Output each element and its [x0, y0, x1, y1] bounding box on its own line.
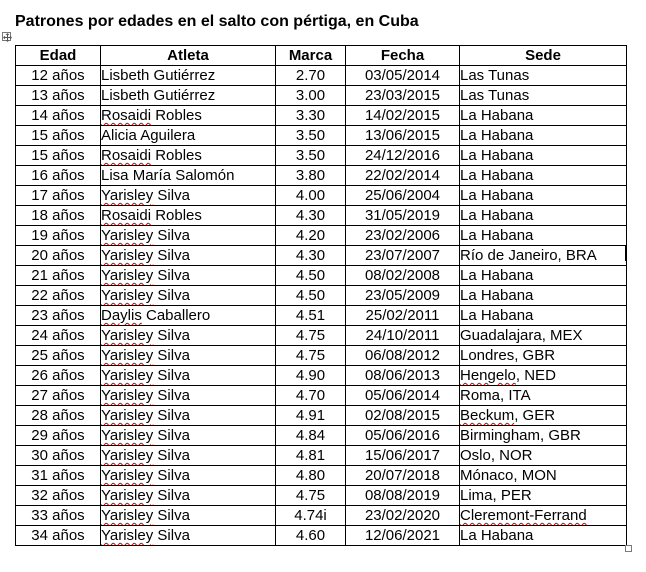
cell-fecha[interactable]: 12/06/2021 — [346, 526, 460, 546]
cell-marca[interactable]: 4.51 — [276, 306, 346, 326]
cell-atleta[interactable] — [101, 446, 276, 466]
athlete-first-name: Alicia — [101, 127, 137, 144]
athlete-rest-name: Silva — [153, 287, 190, 304]
records-table — [15, 45, 627, 546]
cell-atleta[interactable] — [101, 406, 276, 426]
cell-edad[interactable]: 26 años — [16, 366, 101, 386]
venue-country: , NED — [515, 367, 556, 384]
venue-city: La Habana — [460, 107, 534, 124]
cell-fecha[interactable]: 23/02/2020 — [346, 506, 460, 526]
cell-sede[interactable] — [460, 366, 627, 386]
cell-edad[interactable]: 25 años — [16, 346, 101, 366]
athlete-rest-name: Silva — [153, 407, 190, 424]
cell-edad[interactable]: 32 años — [16, 486, 101, 506]
cell-fecha[interactable]: 24/12/2016 — [346, 146, 460, 166]
athlete-rest-name: Silva — [153, 467, 190, 484]
cell-sede[interactable] — [460, 346, 627, 366]
cell-edad[interactable]: 33 años — [16, 506, 101, 526]
venue-city: La Habana — [460, 187, 534, 204]
venue-city: Lima, PER — [460, 487, 532, 504]
athlete-rest-name: Silva — [153, 227, 190, 244]
cell-edad[interactable]: 17 años — [16, 186, 101, 206]
cell-marca[interactable]: 3.50 — [276, 146, 346, 166]
athlete-first-name: Rosaidi — [101, 207, 152, 224]
text-cursor — [625, 245, 626, 261]
cell-fecha[interactable]: 25/02/2011 — [346, 306, 460, 326]
athlete-rest-name: Aguilera — [136, 127, 196, 144]
table-row — [16, 486, 627, 506]
cell-atleta[interactable] — [101, 326, 276, 346]
venue-country: , GER — [514, 407, 556, 424]
cell-marca[interactable]: 4.84 — [276, 426, 346, 446]
cell-sede[interactable] — [460, 186, 627, 206]
cell-edad[interactable]: 29 años — [16, 426, 101, 446]
cell-sede[interactable] — [460, 166, 627, 186]
cell-edad[interactable]: 15 años — [16, 126, 101, 146]
athlete-first-name: Yarisley — [101, 267, 154, 284]
athlete-rest-name: Gutiérrez — [149, 87, 216, 104]
table-row — [16, 206, 627, 226]
cell-marca[interactable]: 4.75 — [276, 346, 346, 366]
venue-city: Roma, ITA — [460, 387, 531, 404]
page-title: Patrones por edades en el salto con pértiga, en Cuba — [15, 13, 419, 30]
cell-atleta[interactable] — [101, 466, 276, 486]
athlete-first-name: Yarisley — [101, 527, 154, 544]
cell-fecha[interactable]: 02/08/2015 — [346, 406, 460, 426]
athlete-first-name: Yarisley — [101, 507, 154, 524]
venue-city: Cleremont-Ferrand — [460, 507, 587, 524]
table-row — [16, 306, 627, 326]
cell-sede[interactable] — [460, 246, 627, 266]
athlete-first-name: Yarisley — [101, 247, 154, 264]
cell-edad[interactable]: 21 años — [16, 266, 101, 286]
venue-city: Londres, GBR — [460, 347, 556, 364]
athlete-rest-name: Gutiérrez — [149, 67, 216, 84]
athlete-first-name: Rosaidi — [101, 107, 152, 124]
cell-marca[interactable]: 4.50 — [276, 286, 346, 306]
cell-sede[interactable] — [460, 526, 627, 546]
athlete-rest-name: Robles — [151, 207, 202, 224]
cell-fecha[interactable]: 23/05/2009 — [346, 286, 460, 306]
venue-city: Beckum — [460, 407, 515, 424]
cell-fecha[interactable]: 25/06/2004 — [346, 186, 460, 206]
cell-atleta[interactable] — [101, 86, 276, 106]
cell-atleta[interactable] — [101, 246, 276, 266]
table-row — [16, 526, 627, 546]
table-row — [16, 406, 627, 426]
cell-edad[interactable]: 14 años — [16, 106, 101, 126]
cell-edad[interactable]: 13 años — [16, 86, 101, 106]
header-fecha: Fecha — [346, 46, 460, 66]
venue-city: La Habana — [460, 287, 534, 304]
athlete-rest-name: Silva — [153, 527, 190, 544]
athlete-rest-name: Silva — [153, 427, 190, 444]
table-row — [16, 226, 627, 246]
cell-marca[interactable]: 2.70 — [276, 66, 346, 86]
athlete-first-name: Yarisley — [101, 227, 154, 244]
table-move-handle[interactable] — [2, 32, 11, 41]
cell-fecha[interactable]: 05/06/2014 — [346, 386, 460, 406]
venue-city: Guadalajara, MEX — [460, 327, 583, 344]
table-row — [16, 326, 627, 346]
cell-marca[interactable]: 4.60 — [276, 526, 346, 546]
athlete-rest-name: Silva — [153, 267, 190, 284]
cell-sede[interactable] — [460, 306, 627, 326]
athlete-rest-name: Silva — [153, 327, 190, 344]
cell-fecha[interactable]: 13/06/2015 — [346, 126, 460, 146]
cell-marca[interactable]: 4.90 — [276, 366, 346, 386]
cell-edad[interactable]: 18 años — [16, 206, 101, 226]
cell-atleta[interactable] — [101, 206, 276, 226]
cell-marca[interactable]: 4.00 — [276, 186, 346, 206]
cell-marca[interactable]: 4.75 — [276, 326, 346, 346]
cell-edad[interactable]: 28 años — [16, 406, 101, 426]
cell-sede[interactable] — [460, 146, 627, 166]
cell-fecha[interactable]: 08/08/2019 — [346, 486, 460, 506]
cell-sede[interactable] — [460, 426, 627, 446]
cell-fecha[interactable]: 08/02/2008 — [346, 266, 460, 286]
venue-city: Birmingham, GBR — [460, 427, 581, 444]
athlete-rest-name: Silva — [153, 387, 190, 404]
cell-marca[interactable]: 3.30 — [276, 106, 346, 126]
cell-edad[interactable]: 22 años — [16, 286, 101, 306]
table-row — [16, 166, 627, 186]
athlete-first-name: Lisbeth — [101, 67, 150, 84]
cell-marca[interactable]: 3.50 — [276, 126, 346, 146]
athlete-first-name: Yarisley — [101, 327, 154, 344]
venue-city: Hengelo — [460, 367, 516, 384]
venue-city: La Habana — [460, 207, 534, 224]
athlete-rest-name: María Salomón — [128, 167, 235, 184]
athlete-first-name: Yarisley — [101, 287, 154, 304]
header-sede: Sede — [460, 46, 627, 66]
cell-sede[interactable] — [460, 326, 627, 346]
cell-sede[interactable] — [460, 226, 627, 246]
cell-sede[interactable] — [460, 126, 627, 146]
venue-city: La Habana — [460, 127, 534, 144]
cell-atleta[interactable] — [101, 286, 276, 306]
table-row — [16, 66, 627, 86]
cell-edad[interactable]: 19 años — [16, 226, 101, 246]
cell-marca[interactable]: 4.20 — [276, 226, 346, 246]
cell-fecha[interactable]: 08/06/2013 — [346, 366, 460, 386]
cell-sede[interactable] — [460, 66, 627, 86]
cell-sede[interactable] — [460, 506, 627, 526]
cell-marca[interactable]: 4.70 — [276, 386, 346, 406]
cell-atleta[interactable] — [101, 386, 276, 406]
cell-edad[interactable]: 15 años — [16, 146, 101, 166]
cell-marca[interactable]: 4.80 — [276, 466, 346, 486]
table-row — [16, 86, 627, 106]
venue-city: La Habana — [460, 267, 534, 284]
athlete-first-name: Yarisley — [101, 487, 154, 504]
table-row — [16, 366, 627, 386]
table-row — [16, 146, 627, 166]
venue-city: Río de Janeiro, BRA — [460, 247, 597, 264]
cell-sede[interactable] — [460, 106, 627, 126]
header-marca: Marca — [276, 46, 346, 66]
athlete-rest-name: Silva — [153, 247, 190, 264]
cell-edad[interactable]: 12 años — [16, 66, 101, 86]
cell-fecha[interactable]: 22/02/2014 — [346, 166, 460, 186]
cell-atleta[interactable] — [101, 426, 276, 446]
athlete-first-name: Rosaidi — [101, 147, 152, 164]
cell-marca[interactable]: 4.30 — [276, 206, 346, 226]
athlete-first-name: Lisbeth — [101, 87, 150, 104]
table-row — [16, 126, 627, 146]
cell-sede[interactable] — [460, 466, 627, 486]
cell-sede[interactable] — [460, 86, 627, 106]
athlete-rest-name: Silva — [153, 487, 190, 504]
table-row — [16, 246, 627, 266]
cell-fecha[interactable]: 20/07/2018 — [346, 466, 460, 486]
cell-marca[interactable]: 3.00 — [276, 86, 346, 106]
cell-marca[interactable]: 4.81 — [276, 446, 346, 466]
cell-atleta[interactable] — [101, 126, 276, 146]
athlete-first-name: Yarisley — [101, 467, 154, 484]
table-row — [16, 446, 627, 466]
cell-marca[interactable]: 4.50 — [276, 266, 346, 286]
cell-edad[interactable]: 30 años — [16, 446, 101, 466]
athlete-rest-name: Robles — [151, 147, 202, 164]
header-edad: Edad — [16, 46, 101, 66]
table-row — [16, 186, 627, 206]
venue-city: Oslo, NOR — [460, 447, 533, 464]
cell-fecha[interactable]: 03/05/2014 — [346, 66, 460, 86]
cell-edad[interactable]: 27 años — [16, 386, 101, 406]
header-atleta: Atleta — [101, 46, 276, 66]
move-arrows-icon — [3, 33, 12, 42]
table-row — [16, 506, 627, 526]
athlete-first-name: Yarisley — [101, 427, 154, 444]
cell-fecha[interactable]: 15/06/2017 — [346, 446, 460, 466]
cell-fecha[interactable]: 23/03/2015 — [346, 86, 460, 106]
cell-marca[interactable]: 3.80 — [276, 166, 346, 186]
table-row — [16, 426, 627, 446]
cell-atleta[interactable] — [101, 526, 276, 546]
cell-marca[interactable]: 4.75 — [276, 486, 346, 506]
athlete-rest-name: Silva — [153, 367, 190, 384]
table-row — [16, 386, 627, 406]
athlete-first-name: Yarisley — [101, 407, 154, 424]
header-row — [16, 46, 627, 66]
venue-city: La Habana — [460, 307, 534, 324]
cell-sede[interactable] — [460, 266, 627, 286]
athlete-rest-name: Silva — [153, 507, 190, 524]
table-row — [16, 286, 627, 306]
cell-fecha[interactable]: 06/08/2012 — [346, 346, 460, 366]
venue-city: Las Tunas — [460, 67, 530, 84]
cell-atleta[interactable] — [101, 66, 276, 86]
cell-sede[interactable] — [460, 446, 627, 466]
venue-city: La Habana — [460, 527, 534, 544]
venue-city: La Habana — [460, 147, 534, 164]
table-row — [16, 106, 627, 126]
table-row — [16, 346, 627, 366]
athlete-rest-name: Silva — [153, 187, 190, 204]
athlete-rest-name: Silva — [153, 447, 190, 464]
cell-atleta[interactable] — [101, 486, 276, 506]
athlete-first-name: Yarisley — [101, 367, 154, 384]
table-row — [16, 466, 627, 486]
venue-city: La Habana — [460, 167, 534, 184]
cell-atleta[interactable] — [101, 346, 276, 366]
athlete-first-name: Daylis — [101, 307, 142, 324]
table-row — [16, 266, 627, 286]
athlete-first-name: Yarisley — [101, 387, 154, 404]
athlete-first-name: Lisa — [101, 167, 129, 184]
cell-atleta[interactable] — [101, 166, 276, 186]
cell-edad[interactable]: 34 años — [16, 526, 101, 546]
cell-fecha[interactable]: 23/02/2006 — [346, 226, 460, 246]
cell-sede[interactable] — [460, 406, 627, 426]
cell-fecha[interactable]: 05/06/2016 — [346, 426, 460, 446]
cell-edad[interactable]: 16 años — [16, 166, 101, 186]
cell-fecha[interactable]: 31/05/2019 — [346, 206, 460, 226]
cell-edad[interactable]: 20 años — [16, 246, 101, 266]
cell-atleta[interactable] — [101, 186, 276, 206]
cell-edad[interactable]: 23 años — [16, 306, 101, 326]
athlete-first-name: Yarisley — [101, 347, 154, 364]
cell-sede[interactable] — [460, 386, 627, 406]
venue-city: Las Tunas — [460, 87, 530, 104]
cell-atleta[interactable] — [101, 146, 276, 166]
athlete-rest-name: Robles — [151, 107, 202, 124]
cell-edad[interactable]: 24 años — [16, 326, 101, 346]
cell-atleta[interactable] — [101, 106, 276, 126]
cell-marca[interactable]: 4.91 — [276, 406, 346, 426]
cell-sede[interactable] — [460, 486, 627, 506]
cell-fecha[interactable]: 23/07/2007 — [346, 246, 460, 266]
cell-fecha[interactable]: 24/10/2011 — [346, 326, 460, 346]
cell-sede[interactable] — [460, 206, 627, 226]
table-resize-handle[interactable] — [625, 545, 632, 552]
cell-sede[interactable] — [460, 286, 627, 306]
cell-atleta[interactable] — [101, 506, 276, 526]
athlete-first-name: Yarisley — [101, 187, 154, 204]
cell-marca[interactable]: 4.30 — [276, 246, 346, 266]
cell-atleta[interactable] — [101, 266, 276, 286]
cell-edad[interactable]: 31 años — [16, 466, 101, 486]
athlete-rest-name: Caballero — [141, 307, 211, 324]
cell-fecha[interactable]: 14/02/2015 — [346, 106, 460, 126]
athlete-rest-name: Silva — [153, 347, 190, 364]
cell-atleta[interactable] — [101, 366, 276, 386]
cell-atleta[interactable] — [101, 226, 276, 246]
cell-atleta[interactable] — [101, 306, 276, 326]
athlete-first-name: Yarisley — [101, 447, 154, 464]
cell-marca[interactable]: 4.74i — [276, 506, 346, 526]
venue-city: La Habana — [460, 227, 534, 244]
venue-city: Mónaco, MON — [460, 467, 557, 484]
